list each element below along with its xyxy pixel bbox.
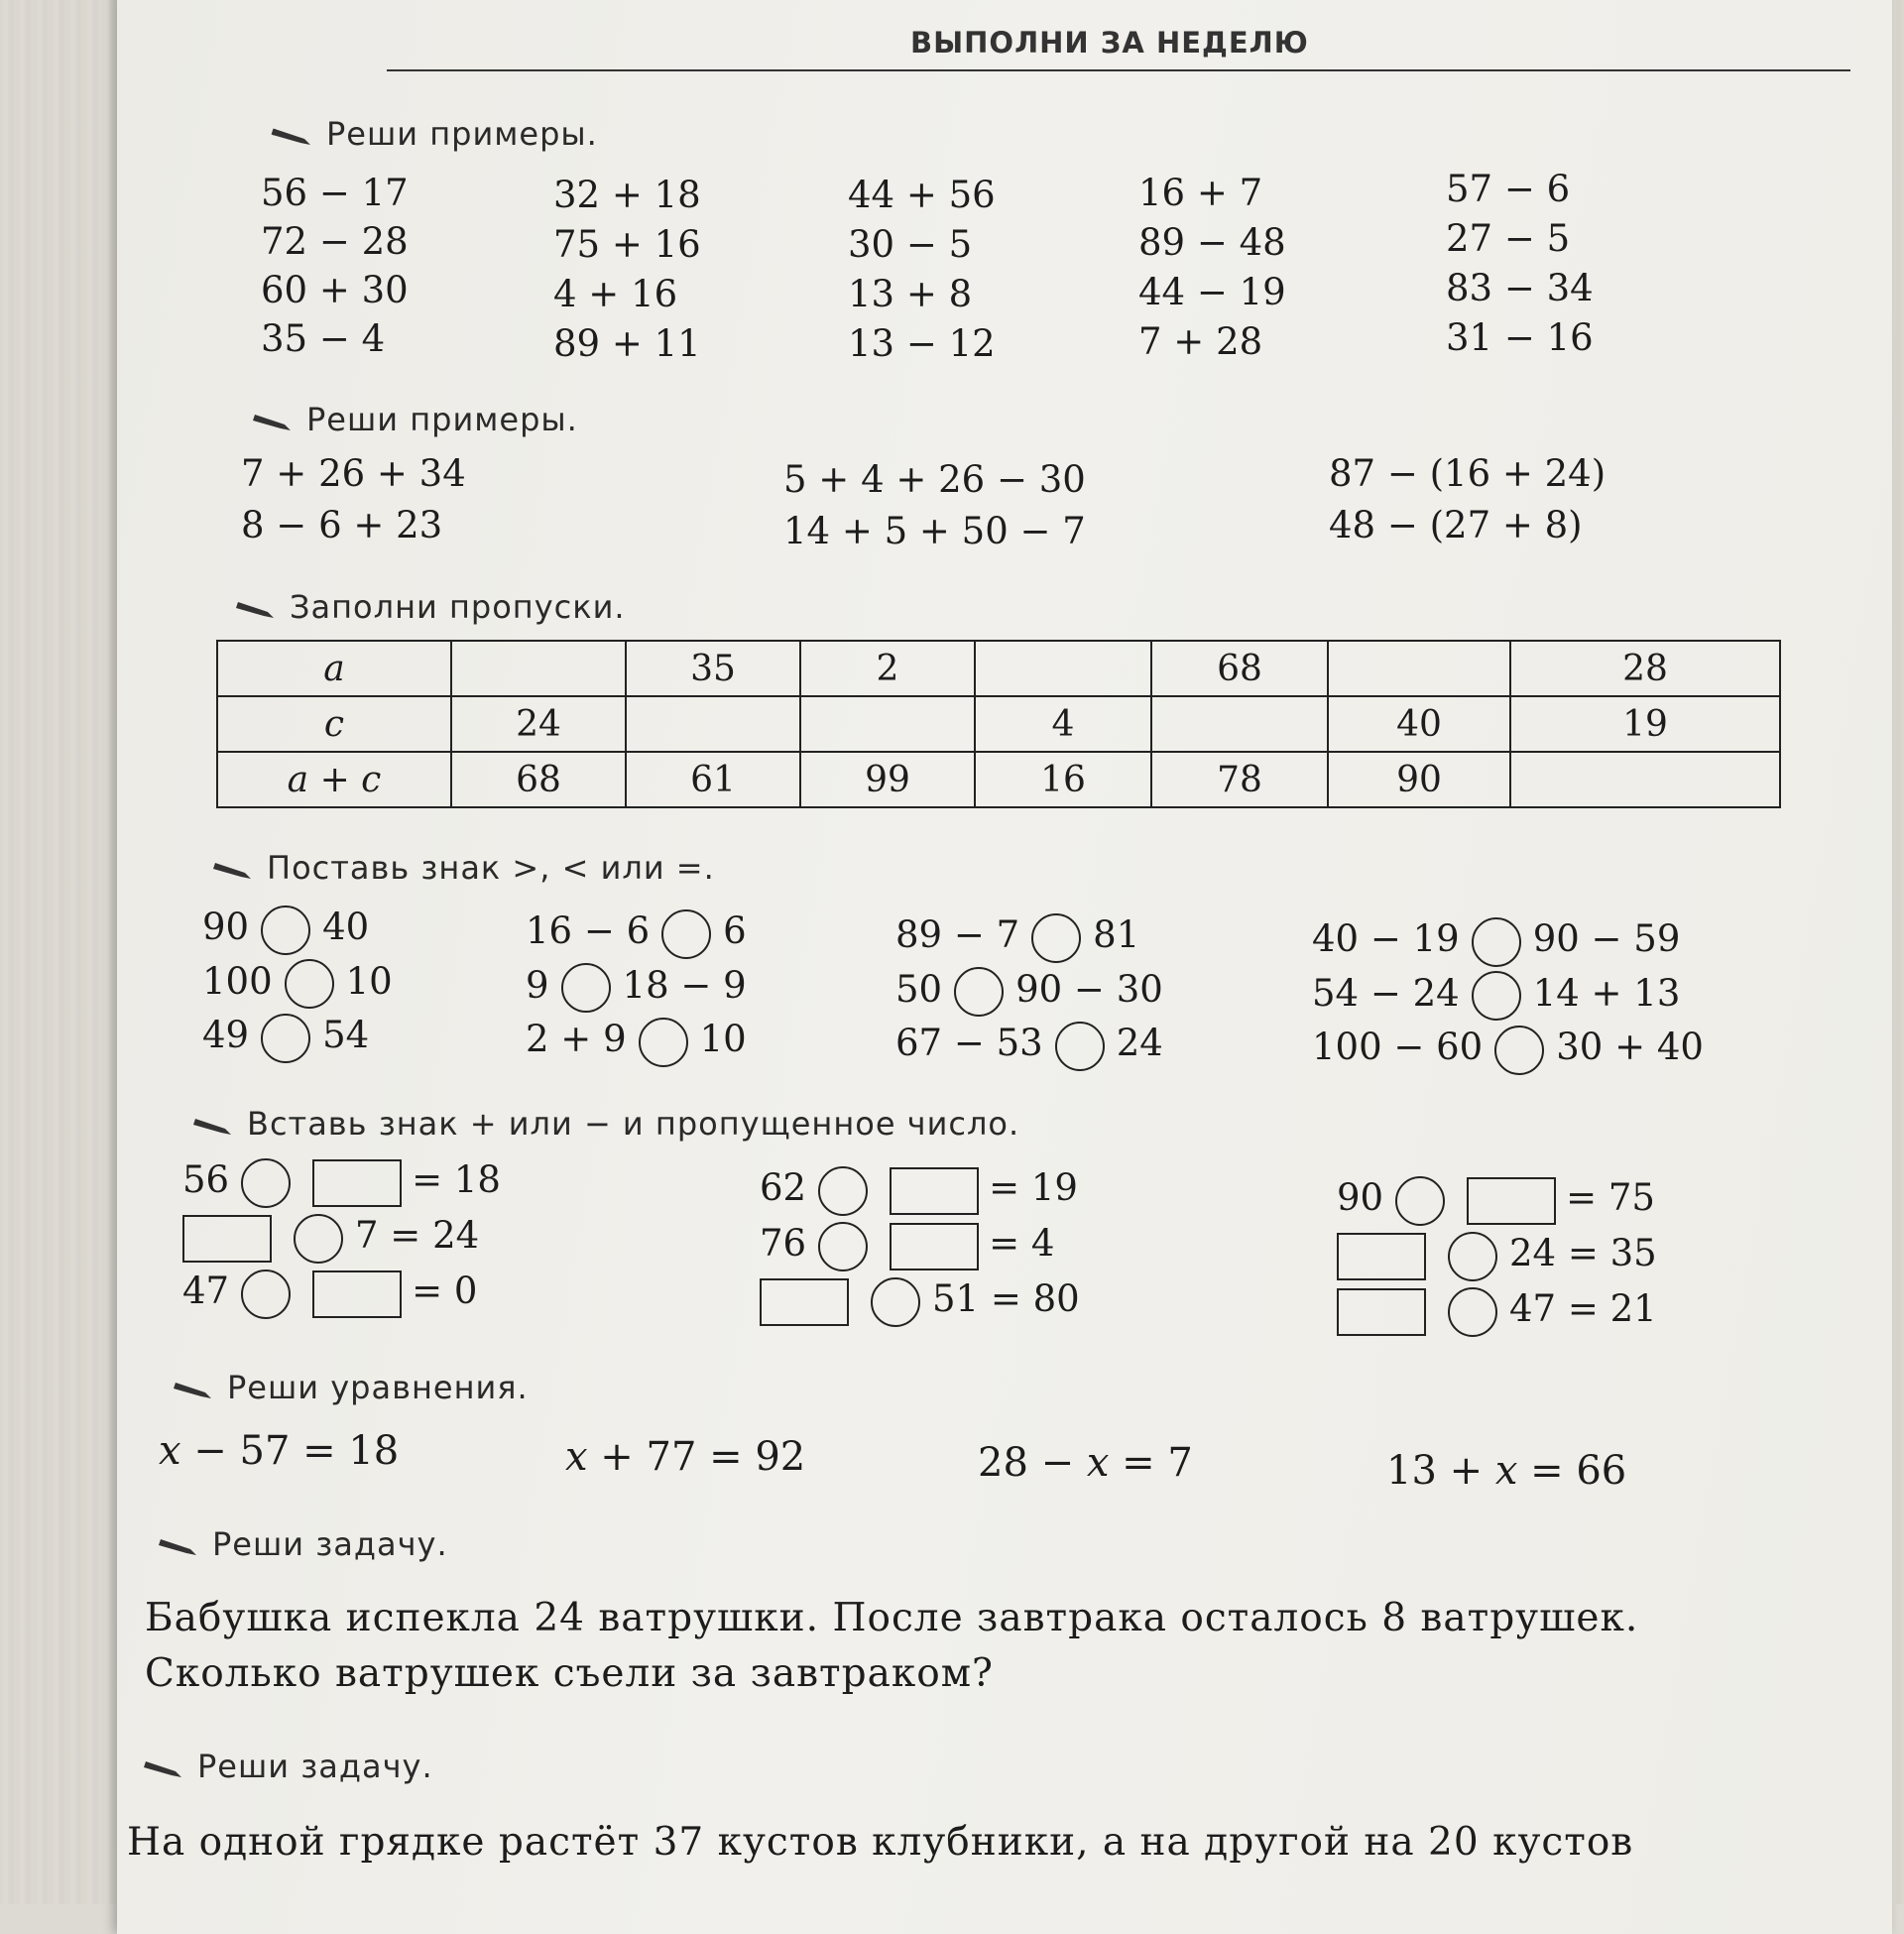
table-row: [217, 752, 1780, 807]
s4-col-2: [526, 905, 747, 1067]
section-4-title: Поставь знак >, < или =.: [267, 849, 715, 887]
answer-circle[interactable]: [261, 906, 310, 955]
example: 44 + 56: [848, 174, 996, 216]
example: 14 + 5 + 50 − 7: [783, 510, 1086, 552]
table-cell[interactable]: [1151, 696, 1328, 752]
pencil-icon: [234, 598, 278, 620]
number-box[interactable]: [1337, 1288, 1426, 1336]
example: 13 + 8: [848, 273, 973, 315]
compare-item: 100 10: [202, 955, 393, 1010]
answer-circle[interactable]: [561, 963, 611, 1013]
compare-item: 40 − 19 90 − 59: [1312, 912, 1704, 967]
answer-circle[interactable]: [954, 967, 1004, 1017]
insert-item: 56 = 18: [182, 1152, 501, 1208]
section-6-heading: [172, 1369, 529, 1406]
s4-col-1: [202, 901, 393, 1063]
insert-item: 62 = 19: [760, 1160, 1080, 1216]
table-cell: 99: [800, 752, 975, 807]
section-5-title: Вставь знак + или − и пропущенное число.: [247, 1105, 1020, 1143]
section-8-heading: [142, 1748, 433, 1785]
sign-circle[interactable]: [1448, 1287, 1497, 1337]
example: 56 − 17: [261, 172, 409, 214]
compare-item: 100 − 60 30 + 40: [1312, 1021, 1704, 1075]
answer-circle[interactable]: [1031, 913, 1081, 963]
s2-col-2: [783, 454, 1086, 557]
number-box[interactable]: [1467, 1177, 1556, 1225]
pencil-icon: [251, 411, 295, 432]
page-title: ВЫПОЛНИ ЗА НЕДЕЛЮ: [910, 26, 1309, 60]
section-3-title: Заполни пропуски.: [290, 588, 626, 626]
pencil-icon: [172, 1379, 215, 1400]
example: 83 − 34: [1446, 267, 1594, 309]
example: 44 − 19: [1138, 271, 1286, 313]
pencil-icon: [142, 1757, 185, 1779]
title-rule: [387, 69, 1850, 71]
text-line: На одной грядке растёт 37 кустов клубники, а на другой на 20 кустов: [127, 1820, 1634, 1865]
pencil-icon: [211, 859, 255, 881]
table-cell: 4: [975, 696, 1151, 752]
sign-circle[interactable]: [818, 1166, 868, 1216]
section-2-heading: [251, 401, 578, 438]
s1-col-1: [261, 169, 409, 363]
equation: x + 77 = 92: [565, 1434, 806, 1480]
answer-circle[interactable]: [285, 959, 334, 1009]
answer-circle[interactable]: [1494, 1026, 1544, 1075]
sign-circle[interactable]: [294, 1214, 343, 1264]
s1-col-4: [1138, 169, 1286, 367]
example: 31 − 16: [1446, 316, 1594, 359]
problem-1-text: [145, 1591, 1638, 1702]
table-cell[interactable]: [1510, 752, 1780, 807]
section-2-title: Реши примеры.: [306, 401, 578, 438]
pencil-icon: [191, 1115, 235, 1137]
example: 60 + 30: [261, 269, 409, 311]
insert-item: 7 = 24: [182, 1208, 501, 1264]
table-cell: 19: [1510, 696, 1780, 752]
problem-2-text: [127, 1815, 1633, 1871]
number-box[interactable]: [890, 1167, 979, 1215]
table-cell: 68: [451, 752, 626, 807]
example: 8 − 6 + 23: [241, 504, 443, 546]
s2-col-3: [1329, 448, 1606, 551]
answer-circle[interactable]: [261, 1014, 310, 1063]
example: 30 − 5: [848, 223, 973, 266]
text-line: Бабушка испекла 24 ватрушки. После завтрака осталось 8 ватрушек.: [145, 1596, 1639, 1640]
number-box[interactable]: [760, 1278, 849, 1326]
table-cell: 2: [800, 641, 975, 696]
compare-item: 67 − 53 24: [895, 1017, 1163, 1071]
table-cell[interactable]: [626, 696, 800, 752]
table-cell: 40: [1328, 696, 1510, 752]
section-6-title: Реши уравнения.: [227, 1369, 529, 1406]
s1-col-5: [1446, 165, 1594, 363]
compare-item: 16 − 6 6: [526, 905, 747, 959]
equation: 28 − x = 7: [978, 1440, 1193, 1486]
workbook-page: [117, 0, 1892, 1934]
example: 75 + 16: [553, 223, 701, 266]
insert-item: 47 = 21: [1337, 1281, 1657, 1337]
table-cell: a + c: [217, 752, 451, 807]
number-box[interactable]: [182, 1215, 272, 1263]
example: 13 − 12: [848, 322, 996, 365]
sign-circle[interactable]: [1395, 1176, 1445, 1226]
example: 89 − 48: [1138, 221, 1286, 264]
table-cell: 24: [451, 696, 626, 752]
answer-circle[interactable]: [1472, 971, 1521, 1021]
fill-in-table: [216, 640, 1781, 808]
table-row: [217, 641, 1780, 696]
s5-col-3: [1337, 1170, 1657, 1337]
section-3-heading: [234, 588, 626, 626]
table-cell[interactable]: [1328, 641, 1510, 696]
compare-item: 90 40: [202, 901, 393, 955]
sign-circle[interactable]: [241, 1269, 291, 1319]
example: 7 + 26 + 34: [241, 452, 466, 495]
table-cell[interactable]: [975, 641, 1151, 696]
table-cell: c: [217, 696, 451, 752]
table-cell: 28: [1510, 641, 1780, 696]
insert-item: 47 = 0: [182, 1264, 501, 1319]
insert-item: 90 = 75: [1337, 1170, 1657, 1226]
insert-item: 24 = 35: [1337, 1226, 1657, 1281]
example: 35 − 4: [261, 317, 386, 360]
table-cell: 16: [975, 752, 1151, 807]
example: 57 − 6: [1446, 168, 1571, 210]
s5-col-2: [760, 1160, 1080, 1327]
example: 5 + 4 + 26 − 30: [783, 458, 1086, 501]
answer-circle[interactable]: [1472, 917, 1521, 967]
s1-col-3: [848, 171, 996, 369]
text-line: Сколько ватрушек съели за завтраком?: [145, 1651, 994, 1696]
compare-item: 54 − 24 14 + 13: [1312, 967, 1704, 1022]
answer-circle[interactable]: [1055, 1022, 1105, 1071]
section-7-title: Реши задачу.: [212, 1525, 448, 1563]
sign-circle[interactable]: [1448, 1232, 1497, 1281]
compare-item: 49 54: [202, 1009, 393, 1063]
section-1-heading: [271, 115, 598, 153]
number-box[interactable]: [1337, 1233, 1426, 1280]
equation: 13 + x = 66: [1386, 1448, 1627, 1494]
compare-item: 50 90 − 30: [895, 963, 1163, 1018]
table-cell: 90: [1328, 752, 1510, 807]
section-4-heading: [211, 849, 715, 887]
section-7-heading: [157, 1525, 448, 1563]
s5-col-1: [182, 1152, 501, 1319]
example: 87 − (16 + 24): [1329, 452, 1606, 495]
compare-item: 89 − 7 81: [895, 908, 1163, 963]
example: 89 + 11: [553, 322, 701, 365]
example: 48 − (27 + 8): [1329, 504, 1583, 546]
number-box[interactable]: [312, 1159, 402, 1207]
example: 27 − 5: [1446, 217, 1571, 260]
section-1-title: Реши примеры.: [326, 115, 598, 153]
sign-circle[interactable]: [871, 1277, 920, 1327]
number-box[interactable]: [890, 1223, 979, 1270]
table-cell[interactable]: [451, 641, 626, 696]
answer-circle[interactable]: [639, 1018, 688, 1067]
pencil-icon: [271, 125, 314, 147]
number-box[interactable]: [312, 1270, 402, 1318]
s4-col-4: [1312, 912, 1704, 1075]
insert-item: 51 = 80: [760, 1271, 1080, 1327]
example: 4 + 16: [553, 273, 678, 315]
s4-col-3: [895, 908, 1163, 1071]
compare-item: 9 18 − 9: [526, 959, 747, 1014]
compare-item: 2 + 9 10: [526, 1013, 747, 1067]
table-cell[interactable]: [800, 696, 975, 752]
sign-circle[interactable]: [818, 1222, 868, 1271]
equation: x − 57 = 18: [159, 1428, 400, 1474]
example: 32 + 18: [553, 174, 701, 216]
s1-col-2: [553, 171, 701, 369]
table-cell: a: [217, 641, 451, 696]
table-row: [217, 696, 1780, 752]
insert-item: 76 = 4: [760, 1216, 1080, 1271]
table-cell: 35: [626, 641, 800, 696]
table-cell: 78: [1151, 752, 1328, 807]
sign-circle[interactable]: [241, 1158, 291, 1208]
s2-col-1: [241, 448, 466, 551]
example: 16 + 7: [1138, 172, 1263, 214]
section-5-heading: [191, 1105, 1019, 1143]
section-8-title: Реши задачу.: [197, 1748, 433, 1785]
table-cell: 61: [626, 752, 800, 807]
example: 72 − 28: [261, 220, 409, 263]
table-cell: 68: [1151, 641, 1328, 696]
example: 7 + 28: [1138, 320, 1263, 363]
answer-circle[interactable]: [661, 909, 711, 959]
pencil-icon: [157, 1535, 200, 1557]
